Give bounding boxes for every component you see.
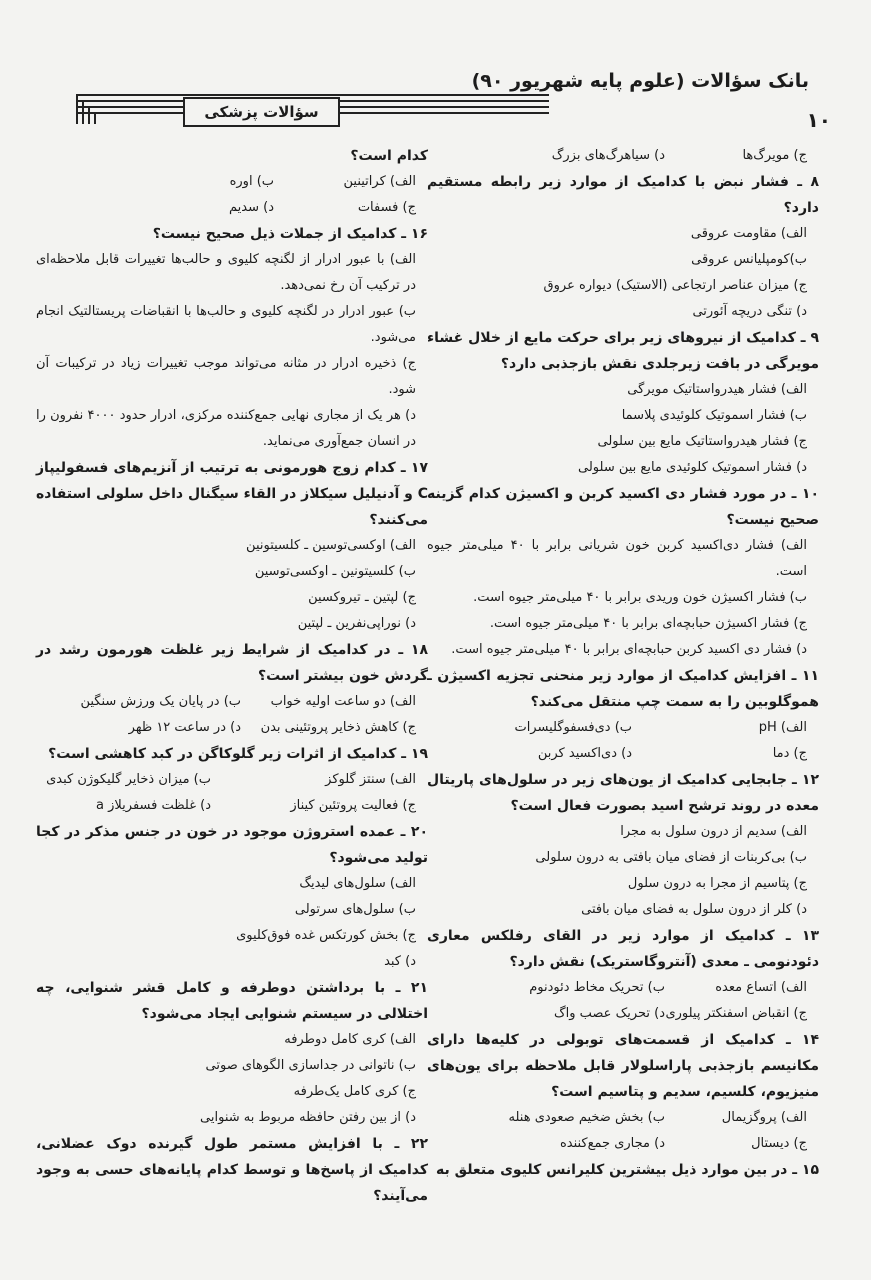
- q14-option-b: ب) بخش ضخیم صعودی هنله: [508, 1110, 665, 1125]
- q15-option-b: ب) اوره: [229, 174, 274, 189]
- q12-option-b: ب) بی‌کربنات از فضای میان بافتی به درون سلولی: [535, 850, 807, 865]
- q9-option-c: ج) فشار هیدرواستاتیک مایع بین سلولی: [597, 434, 807, 449]
- q19-option-c: ج) فعالیت پروتئین کیناز: [290, 798, 416, 813]
- question-17: ۱۷ ـ کدام زوج هورمونی به ترتیب از آنزیم‌های فسفولیپاز C و آدنیلیل سیکلاز در القاء سیگنال داخل سلولی استفاده می‌کنند؟: [36, 460, 428, 528]
- q18-option-b: ب) در پایان یک ورزش سنگین: [80, 694, 241, 709]
- q8-option-a: الف) مقاومت عروقی: [690, 226, 807, 241]
- question-9: ۹ ـ کدامیک از نیروهای زیر برای حرکت مایع از خلال غشاء مویرگی در بافت زیرجلدی نقش بازجذبی دارد؟: [427, 330, 819, 372]
- q20-option-b: ب) سلول‌های سرتولی: [294, 902, 416, 917]
- q16-option-a: الف) با عبور ادرار از لگنچه کلیوی و حالب‌ها تغییرات قابل ملاحظه‌ای در ترکیب آن رخ نمی‌دهد.: [36, 252, 416, 293]
- question-15-start: ۱۵ ـ در بین موارد ذیل بیشترین کلیرانس کلیوی متعلق به: [435, 1162, 819, 1178]
- q11-option-c: ج) دما: [772, 746, 807, 761]
- q20-option-d: د) کبد: [384, 954, 416, 969]
- q13-option-b: ب) تحریک مخاط دئودنوم: [529, 980, 665, 995]
- q13-option-a: الف) اتساع معده: [715, 980, 807, 995]
- q19-option-b: ب) میزان ذخایر گلیکوژن کبدی: [46, 772, 211, 787]
- question-19: ۱۹ ـ کدامیک از اثرات زیر گلوکاگن در کبد کاهشی است؟: [48, 746, 428, 762]
- q18-options-row2: [36, 715, 428, 741]
- question-22: ۲۲ ـ با افزایش مستمر طول گیرنده دوک عضلانی، کدامیک از پاسخ‌ها و توسط کدام پایانه‌های حسی به وجود می‌آیند؟: [36, 1136, 428, 1204]
- question-14: ۱۴ ـ کدامیک از قسمت‌های توبولی در کلیه‌ها دارای مکانیسم بازجذبی پاراسلولار قابل ملاحظه برای یون‌های منیزیوم، کلسیم، سدیم و پتاسیم است؟: [427, 1032, 819, 1100]
- q19-options-row2: [36, 793, 428, 819]
- question-15-end: کدام است؟: [350, 148, 428, 164]
- q11-option-d: د) دی‌اکسید کربن: [537, 746, 632, 761]
- q19-option-d: د) غلظت فسفریلاز a: [96, 798, 211, 813]
- question-20: ۲۰ ـ عمده استروژن موجود در خون در جنس مذکر در کجا تولید می‌شود؟: [36, 824, 428, 866]
- question-12: ۱۲ ـ جابجایی کدامیک از یون‌های زیر در سلول‌های پاریتال معده در روند ترشح اسید بصورت فعال است؟: [427, 772, 819, 814]
- q13-option-c: ج) انقباض اسفنکتر پیلوری: [665, 1006, 807, 1021]
- q10-option-c: ج) فشار اکسیژن حبابچه‌ای برابر با ۴۰ میلی‌متر جیوه است.: [489, 616, 807, 631]
- q17-option-d: د) نوراپی‌نفرین ـ لپتین: [297, 616, 416, 631]
- q11-option-b: ب) دی‌فسفوگلیسرات: [514, 720, 632, 735]
- q14-option-a: الف) پروگزیمال: [721, 1110, 807, 1125]
- q16-option-d: د) هر یک از مجاری نهایی جمع‌کننده مرکزی، ادرار حدود ۴۰۰۰ نفرون را در انسان جمع‌آوری می‌نماید.: [36, 408, 416, 449]
- q15-options-row1: [36, 169, 428, 195]
- page-header-title: بانک سؤالات (علوم پایه شهریور ۹۰): [471, 70, 809, 92]
- q20-option-a: الف) سلول‌های لیدیگ: [299, 876, 416, 891]
- q10-option-b: ب) فشار اکسیژن خون وریدی برابر با ۴۰ میلی‌متر جیوه است.: [473, 590, 807, 605]
- q15-options-row2: [36, 195, 428, 221]
- q9-option-a: الف) فشار هیدرواستاتیک مویرگی: [627, 382, 807, 397]
- q12-option-d: د) کلر از درون سلول به فضای میان بافتی: [581, 902, 807, 917]
- q14-options-row2: [427, 1131, 819, 1157]
- q12-option-c: ج) پتاسیم از مجرا به درون سلول: [627, 876, 807, 891]
- q15-option-d: د) سدیم: [229, 200, 274, 215]
- q19-options-row1: [36, 767, 428, 793]
- q8-option-b: ب)کومپلیانس عروقی: [691, 252, 807, 267]
- q17-option-a: الف) اوکسی‌توسین ـ کلسیتونین: [246, 538, 416, 553]
- q7-tail-options: [427, 143, 819, 169]
- q10-option-d: د) فشار دی اکسید کربن حبابچه‌ای برابر با ۴۰ میلی‌متر جیوه است.: [451, 642, 807, 657]
- q9-option-d: د) فشار اسموتیک کلوئیدی مایع بین سلولی: [578, 460, 807, 475]
- q15-option-a: الف) کراتینین: [343, 174, 416, 189]
- question-16: ۱۶ ـ کدامیک از جملات ذیل صحیح نیست؟: [152, 226, 428, 242]
- question-18: ۱۸ ـ در کدامیک از شرایط زیر غلظت هورمون رشد در گردش خون بیشتر است؟: [36, 642, 428, 684]
- question-10: ۱۰ ـ در مورد فشار دی اکسید کربن و اکسیژن کدام گزینه صحیح نیست؟: [427, 486, 819, 528]
- q18-option-a: الف) دو ساعت اولیه خواب: [270, 694, 416, 709]
- q10-option-a: الف) فشار دی‌اکسید کربن خون شریانی برابر با ۴۰ میلی‌متر جیوه است.: [427, 538, 807, 579]
- q8-option-c: ج) میزان عناصر ارتجاعی (الاستیک) دیواره عروق: [543, 278, 807, 293]
- q18-option-c: ج) کاهش ذخایر پروتئینی بدن: [260, 720, 416, 735]
- q16-option-c: ج) ذخیره ادرار در مثانه می‌تواند موجب تغییرات زیاد در ترکیبات آن شود.: [36, 356, 416, 397]
- q21-option-a: الف) کری کامل دوطرفه: [284, 1032, 416, 1047]
- q11-options-row2: [427, 741, 819, 767]
- q18-option-d: د) در ساعت ۱۲ ظهر: [128, 720, 241, 735]
- q21-option-c: ج) کری کامل یک‌طرفه: [293, 1084, 416, 1099]
- question-8: ۸ ـ فشار نبض با کدامیک از موارد زیر رابطه مستقیم دارد؟: [427, 174, 819, 216]
- right-column: [427, 143, 819, 1183]
- question-21: ۲۱ ـ با برداشتن دوطرفه و کامل قشر شنوایی، چه اختلالی در سیستم شنوایی ایجاد می‌شود؟: [36, 980, 428, 1022]
- q21-option-b: ب) ناتوانی در جداسازی الگوهای صوتی: [205, 1058, 416, 1073]
- q13-options-row1: [427, 975, 819, 1001]
- page-number: ۱۰: [806, 108, 831, 132]
- question-11: ۱۱ ـ افزایش کدامیک از موارد زیر منحنی تجزیه اکسیژن ـ هموگلوبین را به سمت چپ منتقل می‌کند؟: [427, 668, 819, 710]
- q13-options-row2: [427, 1001, 819, 1027]
- q15-option-c: ج) فسفات: [357, 200, 416, 215]
- q7-option-d: د) سیاهرگ‌های بزرگ: [551, 148, 665, 163]
- q13-option-d: د) تحریک عصب واگ: [553, 1006, 665, 1021]
- q14-options-row1: [427, 1105, 819, 1131]
- q16-option-b: ب) عبور ادرار در لگنچه کلیوی و حالب‌ها با انقباضات پریستالتیک انجام می‌شود.: [36, 304, 416, 345]
- q19-option-a: الف) سنتز گلوکز: [325, 772, 416, 787]
- question-13: ۱۳ ـ کدامیک از موارد زیر در القای رفلکس معاری دئودنومی ـ معدی (آنتروگاستریک) نقش دارد؟: [427, 928, 819, 970]
- q17-option-c: ج) لپتین ـ تیروکسین: [308, 590, 416, 605]
- q12-option-a: الف) سدیم از درون سلول به مجرا: [620, 824, 807, 839]
- section-tag: سؤالات پزشکی: [183, 97, 340, 127]
- q7-option-c: ج) مویرگ‌ها: [742, 148, 807, 163]
- q14-option-c: ج) دیستال: [751, 1136, 807, 1151]
- q14-option-d: د) مجاری جمع‌کننده: [559, 1136, 665, 1151]
- q9-option-b: ب) فشار اسموتیک کلوئیدی پلاسما: [621, 408, 807, 423]
- q11-option-a: الف) pH: [758, 720, 807, 735]
- q8-option-d: د) تنگی دریچه آئورتی: [692, 304, 807, 319]
- q21-option-d: د) از بین رفتن حافظه مربوط به شنوایی: [200, 1110, 416, 1125]
- q11-options-row1: [427, 715, 819, 741]
- q20-option-c: ج) بخش کورتکس غده فوق‌کلیوی: [236, 928, 416, 943]
- left-column: [36, 143, 428, 1209]
- q18-options-row1: [36, 689, 428, 715]
- q17-option-b: ب) کلسیتونین ـ اوکسی‌توسین: [254, 564, 416, 579]
